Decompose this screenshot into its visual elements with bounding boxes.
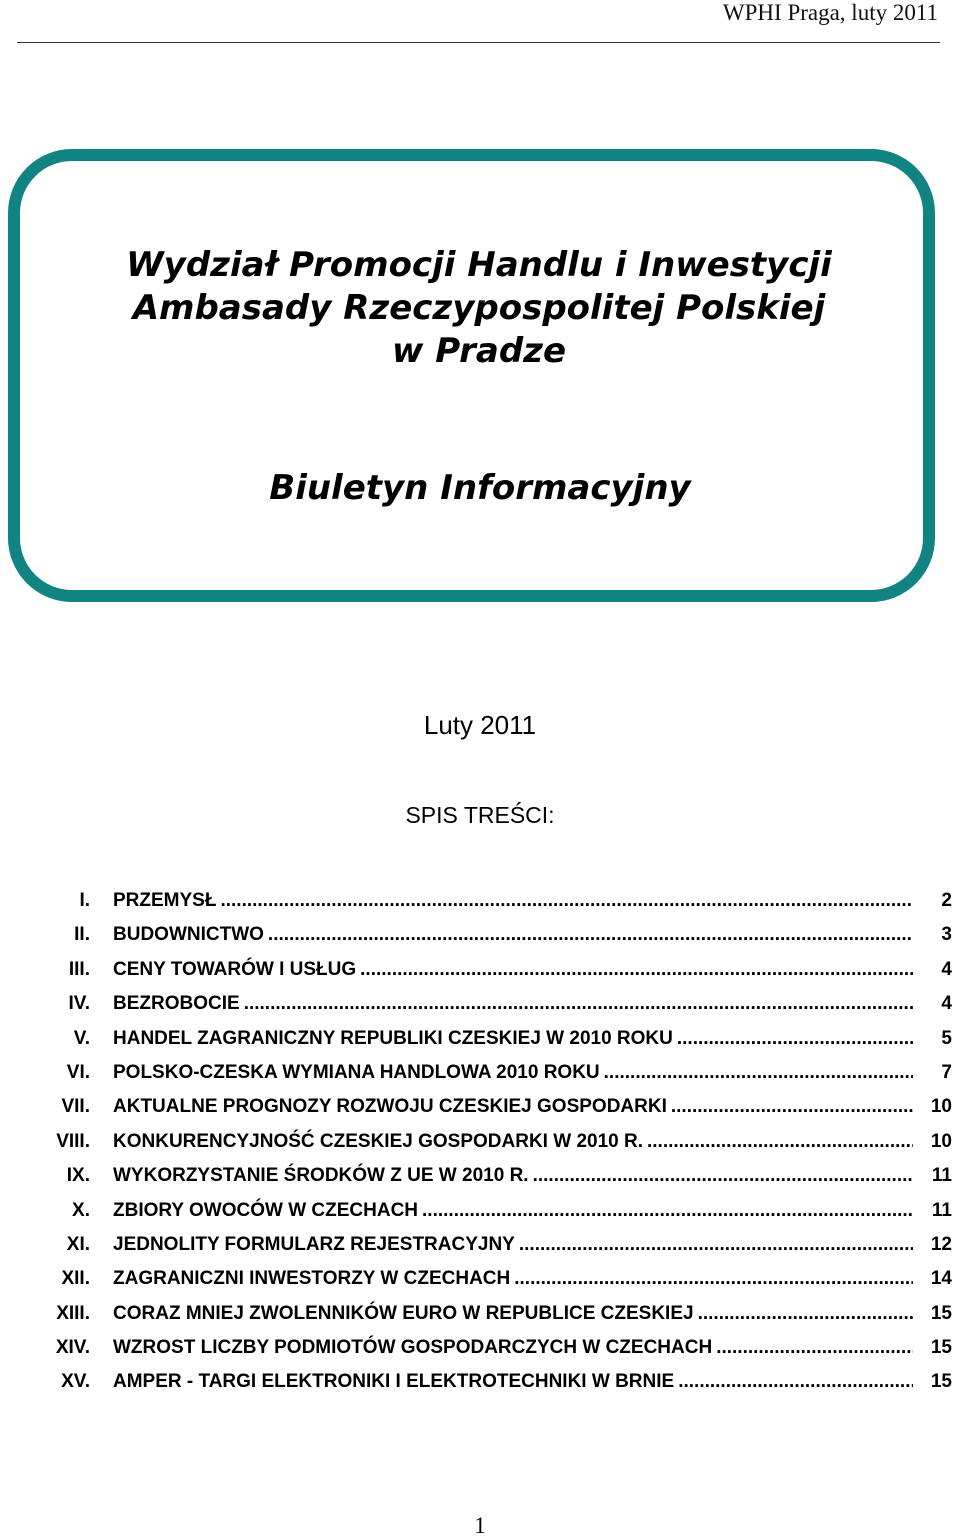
toc-entry-leader [113,884,913,918]
toc-entry-leader [113,1056,913,1090]
toc-entry-title[interactable]: WYKORZYSTANIE ŚRODKÓW Z UE W 2010 R. [113,1165,533,1186]
toc-entry-page: 14 [930,1268,952,1290]
toc-entry-page: 10 [930,1130,952,1152]
institution-title-line-2: Ambasady Rzeczypospolitej Polskiej [132,288,826,328]
toc-entry-leader [113,987,913,1021]
toc-entry-number: XIV. [55,1337,90,1359]
toc-entry-page: 11 [931,1165,952,1187]
toc-entry-title[interactable]: ZBIORY OWOCÓW W CZECHACH [113,1200,422,1221]
toc-entry-title[interactable]: POLSKO-CZESKA WYMIANA HANDLOWA 2010 ROKU [113,1062,604,1083]
running-header: WPHI Praga, luty 2011 [722,0,938,25]
toc-entry-page: 11 [931,1199,952,1221]
toc-entry[interactable] [0,1331,960,1365]
institution-title-line-3: w Pradze [391,331,567,371]
toc-entry[interactable] [0,1228,960,1262]
toc-entry-title[interactable]: JEDNOLITY FORMULARZ REJESTRACYJNY [113,1234,519,1255]
toc-entry-page: 15 [930,1371,952,1393]
toc-entry[interactable] [0,1262,960,1296]
toc-entry-title[interactable]: HANDEL ZAGRANICZNY REPUBLIKI CZESKIEJ W 2010 ROKU [113,1028,677,1049]
toc-entry[interactable] [0,1090,960,1124]
toc-entry-page: 4 [941,993,952,1015]
toc-entry-page: 15 [930,1337,952,1359]
toc-entry-title[interactable]: BUDOWNICTWO [113,924,268,945]
toc-entry-leader [113,1090,913,1124]
toc-entry-number: I. [79,890,90,911]
issue-date: Luty 2011 [423,710,537,740]
header-divider [17,42,940,43]
toc-entry-leader [113,1022,913,1056]
toc-entry-number: XIII. [56,1302,90,1324]
toc-entry-page: 3 [941,924,952,946]
toc-entry-leader [113,1125,913,1159]
toc-entry[interactable] [0,1365,960,1399]
toc-entry-leader [113,1194,913,1228]
toc-entry[interactable] [0,1159,960,1193]
toc-entry-page: 2 [941,890,952,911]
institution-title-line-1: Wydział Promocji Handlu i Inwestycji [126,245,832,285]
page-number: 1 [474,1513,486,1538]
toc-entry[interactable] [0,987,960,1021]
table-of-contents [0,884,960,1400]
toc-entry-number: II. [74,924,90,946]
toc-entry-title[interactable]: CENY TOWARÓW I USŁUG [113,959,360,980]
toc-entry-title[interactable]: AMPER - TARGI ELEKTRONIKI I ELEKTROTECHNIKI W BRNIE [113,1371,678,1392]
toc-entry[interactable] [0,918,960,952]
toc-entry-leader [113,1262,913,1296]
toc-entry-leader [113,1159,913,1193]
toc-entry-title[interactable]: PRZEMYSŁ [113,890,220,911]
toc-entry-title[interactable]: KONKURENCYJNOŚĆ CZESKIEJ GOSPODARKI W 2010 R. [113,1131,647,1152]
toc-entry-number: VII. [61,1096,90,1118]
toc-entry-page: 15 [930,1302,952,1324]
toc-entry-leader [113,1365,913,1399]
toc-entry-number: IV. [68,993,90,1015]
toc-entry-number: VIII. [56,1130,90,1152]
title-frame [8,149,935,602]
toc-entry-title[interactable]: WZROST LICZBY PODMIOTÓW GOSPODARCZYCH W CZECHACH [113,1337,716,1358]
toc-entry-title[interactable]: AKTUALNE PROGNOZY ROZWOJU CZESKIEJ GOSPODARKI [113,1096,671,1117]
toc-entry-page: 4 [941,958,952,980]
toc-entry-leader [113,953,913,987]
toc-entry[interactable] [0,1194,960,1228]
toc-entry[interactable] [0,1056,960,1090]
toc-entry-leader [113,1331,913,1365]
toc-entry-number: III. [68,958,90,980]
toc-entry[interactable] [0,1297,960,1331]
toc-entry-number: VI. [66,1061,90,1083]
toc-entry[interactable] [0,884,960,918]
toc-entry-page: 7 [941,1061,952,1083]
toc-entry-number: XV. [61,1371,90,1393]
toc-entry[interactable] [0,1022,960,1056]
institution-title [0,244,960,373]
toc-entry-number: XI. [66,1233,90,1255]
toc-entry-title[interactable]: BEZROBOCIE [113,993,244,1014]
toc-entry-page: 10 [930,1096,952,1118]
toc-heading: SPIS TREŚCI: [405,802,555,828]
toc-entry-number: X. [72,1199,90,1221]
bulletin-title: Biuletyn Informacyjny [269,468,691,508]
toc-entry-title[interactable]: CORAZ MNIEJ ZWOLENNIKÓW EURO W REPUBLICE CZESKIEJ [113,1303,698,1324]
toc-entry-number: V. [73,1027,90,1049]
toc-entry[interactable] [0,1125,960,1159]
toc-entry[interactable] [0,953,960,987]
toc-entry-leader [113,918,913,952]
toc-entry-number: IX. [66,1165,90,1187]
toc-entry-page: 5 [941,1027,952,1049]
toc-entry-number: XII. [61,1268,90,1290]
toc-entry-page: 12 [930,1233,952,1255]
toc-entry-leader [113,1228,913,1262]
toc-entry-leader [113,1297,913,1331]
toc-entry-title[interactable]: ZAGRANICZNI INWESTORZY W CZECHACH [113,1268,514,1289]
